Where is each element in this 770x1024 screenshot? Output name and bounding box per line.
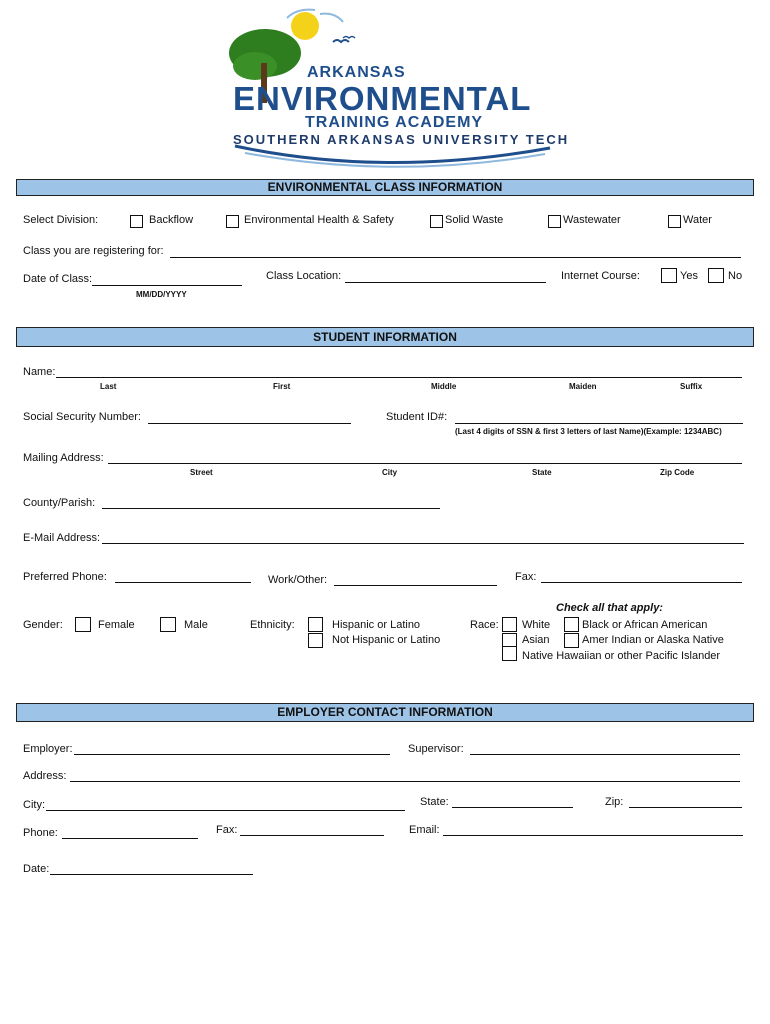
phone-label: Phone: [23,827,58,839]
race-label: Race: [470,619,499,631]
checkbox-amer-indian[interactable] [564,633,579,648]
county-label: County/Parish: [23,497,96,509]
work-other-label: Work/Other: [268,574,328,586]
date-of-class-label: Date of Class: [23,273,93,285]
internet-course-label: Internet Course: [561,270,640,282]
date-field[interactable] [50,874,253,875]
name-label: Name: [23,366,56,378]
select-division-label: Select Division: [23,214,99,226]
state-field[interactable] [452,807,573,808]
name-part-middle: Middle [431,382,457,391]
employer-email-label: Email: [409,824,440,836]
address-part-street: Street [190,468,213,477]
bird-icon [333,40,349,42]
checkbox-wastewater[interactable] [548,215,561,228]
address-part-state: State [532,468,552,477]
address-field[interactable] [70,781,740,782]
logo-line-arkansas: ARKANSAS [307,64,406,81]
logo-line-training-academy: TRAINING ACADEMY [305,114,484,131]
checkbox-female[interactable] [75,617,91,632]
employer-fax-field[interactable] [240,835,384,836]
student-id-field[interactable] [455,423,743,424]
ssn-field[interactable] [148,423,351,424]
address-part-zip: Zip Code [660,468,695,477]
division-label-environmental-health: Environmental Health & Safety [244,214,394,226]
county-field[interactable] [102,508,440,509]
sun-icon [291,12,319,40]
date-format-hint: MM/DD/YYYY [136,290,187,299]
logo-line-environmental: ENVIRONMENTAL [233,80,532,117]
hispanic-label: Hispanic or Latino [332,619,421,631]
checkbox-not-hispanic[interactable] [308,633,323,648]
division-label-solid-waste: Solid Waste [445,214,504,226]
checkbox-internet-no[interactable] [708,268,724,283]
name-part-suffix: Suffix [680,382,703,391]
amer-indian-label: Amer Indian or Alaska Native [582,634,724,646]
hawaiian-label: Native Hawaiian or other Pacific Islander [522,650,721,662]
bird-icon [343,37,355,39]
division-label-backflow: Backflow [149,214,194,226]
logo-line-university: SOUTHERN ARKANSAS UNIVERSITY TECH [233,132,570,147]
checkbox-black[interactable] [564,617,579,632]
preferred-phone-label: Preferred Phone: [23,571,107,583]
email-label: E-Mail Address: [23,532,101,544]
name-part-first: First [273,382,291,391]
mailing-address-field[interactable] [108,463,742,464]
checkbox-water[interactable] [668,215,681,228]
checkbox-environmental-health[interactable] [226,215,239,228]
male-label: Male [184,619,208,631]
student-id-hint: (Last 4 digits of SSN & first 3 letters of last Name)(Example: 1234ABC) [455,427,722,436]
employer-label: Employer: [23,743,73,755]
date-label: Date: [23,863,50,875]
checkbox-backflow[interactable] [130,215,143,228]
checkbox-hispanic[interactable] [308,617,323,632]
division-label-water: Water [683,214,712,226]
work-other-field[interactable] [334,585,497,586]
check-all-label: Check all that apply: [556,602,663,614]
internet-no-label: No [728,270,743,282]
employer-section-header: EMPLOYER CONTACT INFORMATION [16,703,754,722]
zip-field[interactable] [629,807,742,808]
division-label-wastewater: Wastewater [563,214,621,226]
gender-label: Gender: [23,619,63,631]
black-label: Black or African American [582,619,708,631]
white-label: White [522,619,551,631]
address-label: Address: [23,770,67,782]
address-part-city: City [382,468,398,477]
checkbox-hawaiian[interactable] [502,646,517,661]
mailing-address-label: Mailing Address: [23,452,104,464]
date-of-class-field[interactable] [92,285,242,286]
city-label: City: [23,799,45,811]
name-part-maiden: Maiden [569,382,597,391]
class-section-header: ENVIRONMENTAL CLASS INFORMATION [16,179,754,196]
ssn-label: Social Security Number: [23,411,141,423]
employer-field[interactable] [74,754,390,755]
zip-label: Zip: [605,796,624,808]
logo [225,8,570,168]
checkbox-internet-yes[interactable] [661,268,677,283]
not-hispanic-label: Not Hispanic or Latino [332,634,441,646]
name-part-last: Last [100,382,117,391]
checkbox-solid-waste[interactable] [430,215,443,228]
checkbox-white[interactable] [502,617,517,632]
name-field[interactable] [56,377,742,378]
state-label: State: [420,796,449,808]
asian-label: Asian [522,634,550,646]
checkbox-male[interactable] [160,617,176,632]
female-label: Female [98,619,135,631]
phone-field[interactable] [62,838,198,839]
internet-yes-label: Yes [680,270,698,282]
supervisor-field[interactable] [470,754,740,755]
student-id-label: Student ID#: [386,411,448,423]
email-field[interactable] [102,543,744,544]
employer-email-field[interactable] [443,835,743,836]
employer-fax-label: Fax: [216,824,238,836]
fax-label: Fax: [515,571,537,583]
city-field[interactable] [46,810,405,811]
class-location-field[interactable] [345,282,546,283]
fax-field[interactable] [541,582,742,583]
ethnicity-label: Ethnicity: [250,619,295,631]
student-section-header: STUDENT INFORMATION [16,327,754,347]
preferred-phone-field[interactable] [115,582,251,583]
class-registering-field[interactable] [170,257,741,258]
class-registering-label: Class you are registering for: [23,245,164,257]
class-location-label: Class Location: [266,270,342,282]
supervisor-label: Supervisor: [408,743,464,755]
